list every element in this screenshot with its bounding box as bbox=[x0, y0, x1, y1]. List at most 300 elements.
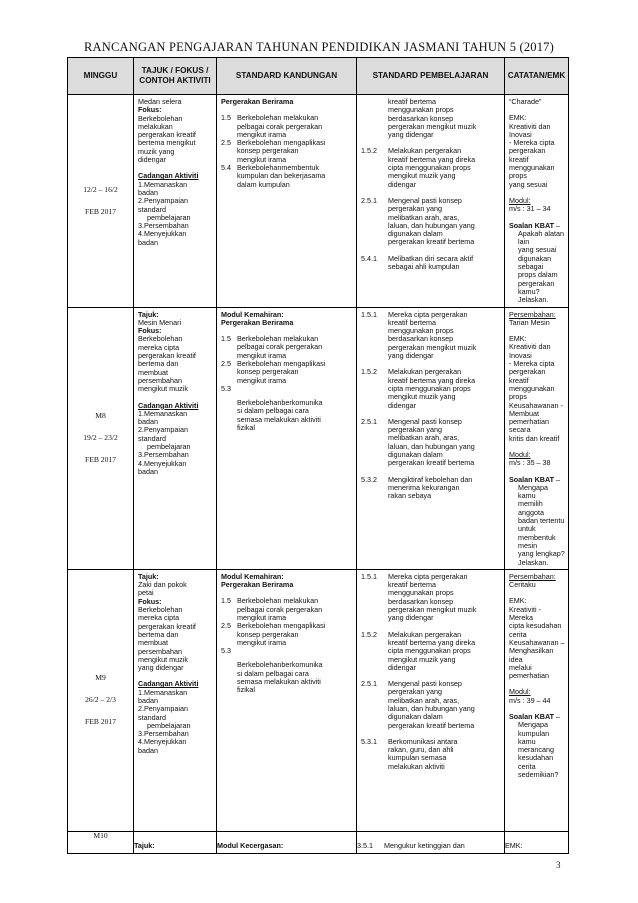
cadangan-label: Cadangan Aktiviti bbox=[138, 400, 199, 410]
persembahan-label: Persembahan: bbox=[509, 309, 556, 319]
emk-line: Kreativiti dan Inovasi bbox=[509, 121, 551, 139]
sp-text-line: rakan, guru, dan ahli bbox=[388, 745, 454, 755]
emk-line: pergerakan kreatif bbox=[509, 367, 546, 385]
modul-label: Modul: bbox=[509, 687, 531, 697]
fokus-line: membuat bbox=[138, 638, 168, 648]
sp-text bbox=[388, 476, 501, 501]
catatan-line: “Charade” bbox=[509, 97, 542, 106]
sk-text bbox=[237, 661, 353, 694]
fokus-label: Fokus: bbox=[138, 596, 162, 606]
header-catatan: CATATAN/EMK bbox=[505, 58, 569, 95]
fokus-line: persembahan bbox=[138, 375, 182, 385]
sp-text-line: melibatkan arah, aras, bbox=[388, 433, 460, 443]
fokus-line: mereka cipta bbox=[138, 613, 180, 623]
kbat-line: Mengapa kumpulan bbox=[518, 720, 550, 738]
sk-text-line: mengikut irama bbox=[237, 613, 287, 623]
fokus-line: melakukan bbox=[138, 121, 173, 131]
modul-label: Modul: bbox=[509, 449, 531, 459]
sk-text-line: kumpulan dan bekerjasama bbox=[237, 171, 326, 181]
sk-text bbox=[237, 139, 353, 164]
catatan-content bbox=[505, 95, 568, 307]
sp-item bbox=[361, 738, 501, 771]
modul-value: m/s : 35 – 38 bbox=[509, 458, 551, 468]
table-header-row bbox=[68, 58, 569, 95]
week-line: FEB 2017 bbox=[84, 717, 116, 727]
sp-number bbox=[361, 98, 388, 139]
sp-text-line: cipta menggunakan props bbox=[388, 383, 471, 393]
catatan-content bbox=[505, 570, 568, 782]
tajuk-label: Tajuk: bbox=[134, 840, 155, 850]
sp-text-line: menerima kekurangan bbox=[388, 482, 460, 492]
emk-line: Kreativiti - Mereka bbox=[509, 604, 541, 623]
week-cell bbox=[68, 569, 134, 831]
sp-text-line: kreatif bertema bbox=[388, 97, 436, 106]
sk-text-line: mengikut irama bbox=[237, 350, 287, 360]
sk-number: 2.5 bbox=[221, 138, 231, 148]
kbat-line: Jelaskan. bbox=[518, 557, 549, 567]
cadangan-label: Cadangan Aktiviti bbox=[138, 679, 199, 689]
fokus-line: pergerakan kreatif bbox=[138, 621, 196, 631]
sk-heading: Modul Kemahiran: bbox=[221, 571, 284, 581]
sp-text-line: melibatkan arah, aras, bbox=[388, 212, 460, 222]
sk-text-line: dalam kumpulan bbox=[237, 179, 290, 189]
fokus-line: pergerakan kreatif bbox=[138, 351, 196, 361]
tajuk-content bbox=[134, 308, 216, 479]
cadangan-line: pembelajaran bbox=[147, 212, 191, 222]
sp-text bbox=[388, 197, 501, 247]
sp-content bbox=[357, 95, 504, 273]
modul-value: m/s : 31 – 34 bbox=[509, 204, 551, 214]
tajuk-content bbox=[134, 570, 216, 757]
tajuk-cell bbox=[134, 569, 217, 831]
sp-text-line: berdasarkan konsep bbox=[388, 596, 454, 606]
cadangan-line: 1.Memanaskan bbox=[138, 408, 188, 418]
sk-item bbox=[221, 385, 353, 399]
header-minggu: MINGGU bbox=[68, 58, 134, 95]
sk-text bbox=[237, 164, 353, 189]
sp-text-line: Mengiktiraf kebolehan dan bbox=[388, 474, 473, 484]
spacer bbox=[68, 443, 133, 455]
cadangan-line: badan bbox=[138, 187, 158, 197]
cadangan-label: Cadangan Aktiviti bbox=[138, 171, 199, 181]
sk-text bbox=[237, 335, 353, 360]
sk-text-line: Berkebolehan melakukan bbox=[237, 334, 319, 344]
kbat-line: Mengapa kamu bbox=[518, 482, 548, 501]
tajuk-cell bbox=[134, 95, 217, 308]
cadangan-line: badan bbox=[138, 466, 158, 476]
sk-number: 2.5 bbox=[221, 359, 231, 369]
spacer bbox=[68, 195, 133, 207]
sp-text-line: Melibatkan diri secara aktif bbox=[388, 253, 474, 263]
sk-item bbox=[221, 647, 353, 661]
sk-text-line: mengikut irama bbox=[237, 375, 287, 385]
modul-value: m/s : 39 – 44 bbox=[509, 695, 551, 705]
sk-heading: Modul Kemahiran: bbox=[221, 309, 284, 319]
sk-text-line: mengikut irama bbox=[237, 637, 287, 647]
cadangan-line: 2.Penyampaian bbox=[138, 425, 188, 435]
sk-text bbox=[237, 647, 353, 661]
sk-text bbox=[237, 597, 353, 622]
tajuk-label: Tajuk: bbox=[138, 309, 159, 319]
kbat-line: props dalam bbox=[518, 270, 558, 280]
sp-text-line: yang didengar bbox=[388, 351, 434, 361]
fokus-line: mengikut muzik bbox=[138, 384, 188, 394]
cadangan-line: 4.Menyejukkan bbox=[138, 229, 187, 239]
sk-number: 2.5 bbox=[221, 621, 231, 631]
sk-text-line: Berkebolehan mengaplikasi bbox=[237, 138, 326, 148]
kbat-dash: – bbox=[554, 220, 560, 230]
kbat-line: Apakah alatan lain bbox=[518, 228, 564, 247]
sp-text-line: Mengenal pasti konsep bbox=[388, 679, 462, 689]
sp-text-line: Mereka cipta pergerakan bbox=[388, 309, 468, 319]
emk-label: EMK: bbox=[509, 334, 527, 344]
document-title: RANCANGAN PENGAJARAN TAHUNAN PENDIDIKAN JASMANI TAHUN 5 (2017) bbox=[83, 40, 554, 54]
kbat-dash: – bbox=[554, 474, 560, 484]
week-line: M8 bbox=[95, 411, 106, 421]
week-line: M10 bbox=[93, 830, 108, 840]
kbat-line: yang sesuai bbox=[518, 245, 557, 255]
sp-text-line: mengikut muzik yang bbox=[388, 171, 456, 181]
kbat-line: digunakan sebagai bbox=[518, 253, 552, 272]
standard-kandungan-cell bbox=[217, 831, 357, 853]
emk-line: Membuat bbox=[509, 408, 539, 418]
sp-text-line: kreatif bertema bbox=[388, 317, 436, 327]
sp-text-line: Melakukan pergerakan bbox=[388, 146, 462, 156]
persembahan-value: Ceritaku bbox=[509, 580, 536, 590]
tajuk-line: Medan selera bbox=[138, 97, 182, 106]
sp-text bbox=[388, 418, 501, 468]
sp-text-line: menggunakan props bbox=[388, 105, 454, 115]
header-standard-pembelajaran: STANDARD PEMBELAJARAN bbox=[357, 58, 505, 95]
sk-text-line: pelbagai corak pergerakan bbox=[237, 121, 323, 131]
kbat-line: memilih anggota bbox=[518, 499, 544, 517]
kbat-line: kamu merancang bbox=[518, 736, 554, 755]
sp-item bbox=[361, 573, 501, 623]
table-row bbox=[68, 569, 569, 831]
week-line: 12/2 – 16/2 bbox=[83, 184, 118, 194]
spacer bbox=[68, 683, 133, 695]
sk-item bbox=[221, 164, 353, 189]
fokus-line: yang didengar bbox=[138, 663, 184, 673]
sp-text-line: pergerakan kreatif bertema bbox=[388, 458, 475, 468]
sp-text-line: digunakan dalam bbox=[388, 229, 443, 239]
sp-text-line: pergerakan kreatif bertema bbox=[388, 237, 475, 247]
sk-text-line: Berkebolehanberkomunika bbox=[237, 397, 323, 407]
sp-item bbox=[361, 311, 501, 361]
sp-text-line: kreatif bertema yang direka bbox=[388, 154, 476, 164]
sk-item bbox=[221, 597, 353, 622]
cadangan-line: standard bbox=[138, 712, 166, 722]
kbat-line: sedemikian? bbox=[518, 770, 559, 780]
kbat-line: yang lengkap? bbox=[518, 549, 565, 559]
kbat-label: Soalan KBAT bbox=[509, 474, 554, 484]
standard-pembelajaran-cell bbox=[357, 95, 505, 308]
sp-number: 1.5.1 bbox=[361, 571, 377, 581]
sp-text-line: digunakan dalam bbox=[388, 712, 443, 722]
sp-text-line: kumpulan semasa bbox=[388, 753, 447, 763]
week-line: 19/2 – 23/2 bbox=[83, 433, 118, 443]
sp-text-line: pergerakan yang bbox=[388, 425, 442, 435]
emk-line: pergerakan kreatif bbox=[509, 146, 546, 164]
sk-heading: Modul Kecergasan: bbox=[217, 840, 284, 850]
sp-number: 3.5.1 bbox=[357, 840, 373, 850]
header-tajuk: TAJUK / FOKUS / CONTOH AKTIVITI bbox=[134, 58, 217, 95]
tajuk-line: Mesin Menari bbox=[138, 317, 182, 327]
sk-item bbox=[221, 661, 353, 694]
sk-number: 1.5 bbox=[221, 113, 231, 123]
kbat-label: Soalan KBAT bbox=[509, 220, 554, 230]
sp-text-line: pergerakan mengikut muzik bbox=[388, 342, 477, 352]
sk-text-line: konsep pergerakan bbox=[237, 367, 299, 377]
sp-text-line: cipta menggunakan props bbox=[388, 646, 471, 656]
kbat-line: Jelaskan. bbox=[518, 295, 549, 305]
fokus-label: Fokus: bbox=[138, 326, 162, 336]
tajuk-line: Zaki dan pokok bbox=[138, 580, 187, 590]
table-row bbox=[68, 95, 569, 308]
modul-label: Modul: bbox=[509, 195, 531, 205]
sp-item bbox=[361, 418, 501, 468]
fokus-line: Berkebolehan bbox=[138, 113, 183, 123]
sp-text-line: sebagai ahli kumpulan bbox=[388, 262, 460, 272]
sp-text-line: digunakan dalam bbox=[388, 449, 443, 459]
page-number: 3 bbox=[556, 860, 561, 870]
sp-item bbox=[361, 255, 501, 272]
sp-number: 1.5.2 bbox=[361, 146, 377, 156]
kbat-label: Soalan KBAT bbox=[509, 712, 554, 721]
sp-item bbox=[361, 631, 501, 672]
sp-text-line: melakukan aktiviti bbox=[388, 761, 445, 771]
sk-number bbox=[221, 399, 237, 432]
sp-text-line: melibatkan arah, aras, bbox=[388, 695, 460, 705]
sp-text-line: menggunakan props bbox=[388, 326, 454, 336]
sk-text-line: semasa melakukan aktiviti bbox=[237, 414, 321, 424]
standard-pembelajaran-cell bbox=[357, 569, 505, 831]
fokus-line: pergerakan kreatif bbox=[138, 130, 196, 140]
sp-text-line: laluan, dan hubungan yang bbox=[388, 704, 475, 713]
cadangan-line: standard bbox=[138, 204, 166, 214]
week-cell bbox=[68, 831, 134, 853]
tajuk-label: Tajuk: bbox=[138, 571, 159, 581]
fokus-line: mereka cipta bbox=[138, 342, 180, 352]
sp-text-line: cipta menggunakan props bbox=[388, 163, 471, 173]
kbat-dash: – bbox=[554, 712, 560, 721]
sk-item bbox=[221, 360, 353, 385]
emk-line: Keusahawanan – bbox=[509, 637, 565, 647]
persembahan-label: Persembahan: bbox=[509, 571, 556, 581]
sp-text bbox=[388, 98, 501, 139]
catatan-cell bbox=[505, 831, 569, 853]
emk-line: menggunakan props bbox=[509, 383, 555, 402]
sp-text bbox=[388, 255, 501, 272]
sk-text-line: Berkebolehan melakukan bbox=[237, 596, 319, 606]
sp-text-line: kreatif bertema yang direka bbox=[388, 637, 476, 647]
fokus-line: muzik yang bbox=[138, 146, 175, 156]
emk-line: cerita bbox=[509, 629, 527, 639]
sp-text-line: Melakukan pergerakan bbox=[388, 629, 462, 639]
header-standard-kandungan: STANDARD KANDUNGAN bbox=[217, 58, 357, 95]
sp-item bbox=[361, 197, 501, 247]
sp-text-line: pergerakan yang bbox=[388, 687, 442, 697]
sp-text-line: Mengenal pasti konsep bbox=[388, 416, 462, 426]
sp-text-line: yang didengar bbox=[388, 130, 434, 140]
sp-item bbox=[361, 680, 501, 730]
week-line: FEB 2017 bbox=[84, 455, 116, 465]
sp-text bbox=[388, 311, 501, 361]
emk-line: melalui pemerhatian bbox=[509, 662, 549, 681]
sp-text-line: Melakukan pergerakan bbox=[388, 367, 462, 377]
sk-text bbox=[237, 360, 353, 385]
sp-number: 1.5.2 bbox=[361, 629, 377, 639]
sk-content bbox=[217, 95, 356, 191]
emk-line: - Mereka cipta bbox=[509, 359, 555, 369]
week-line: 26/2 – 2/3 bbox=[85, 695, 116, 705]
sp-text-line: didengar bbox=[388, 179, 416, 189]
emk-line: - Mereka cipta bbox=[509, 138, 555, 148]
sp-number: 1.5.1 bbox=[361, 309, 377, 319]
cadangan-line: 2.Penyampaian bbox=[138, 704, 188, 714]
fokus-label: Fokus: bbox=[138, 105, 162, 115]
sk-text-line: Berkebolehanberkomunika bbox=[237, 660, 323, 670]
sp-text-line: didengar bbox=[388, 662, 416, 672]
lesson-plan-table bbox=[67, 57, 569, 854]
tajuk-line: petai bbox=[138, 588, 154, 598]
sp-text bbox=[388, 368, 501, 409]
catatan-cell bbox=[505, 569, 569, 831]
sk-text-line: konsep pergerakan bbox=[237, 146, 299, 156]
sk-text-line: Berkebolehan mengaplikasi bbox=[237, 359, 326, 369]
cadangan-line: 2.Penyampaian bbox=[138, 196, 188, 206]
sp-text-line: berdasarkan konsep bbox=[388, 334, 454, 344]
sk-text-line: mengikut irama bbox=[237, 129, 287, 139]
cadangan-line: 1.Memanaskan bbox=[138, 179, 188, 189]
sk-text-line: si dalam pelbagai cara bbox=[237, 406, 309, 416]
sp-text-line: berdasarkan konsep bbox=[388, 113, 454, 123]
sk-number: 5.4 bbox=[221, 163, 231, 173]
sk-number: 1.5 bbox=[221, 334, 231, 344]
sp-item bbox=[361, 147, 501, 188]
sp-text-line: laluan, dan hubungan yang bbox=[388, 220, 475, 230]
sp-text bbox=[388, 573, 501, 623]
sp-text bbox=[388, 631, 501, 672]
kbat-line: pergerakan kamu? bbox=[518, 278, 555, 296]
standard-kandungan-cell bbox=[217, 307, 357, 569]
sp-text-line: Mereka cipta pergerakan bbox=[388, 571, 468, 581]
sp-item bbox=[357, 842, 504, 850]
cadangan-line: 3.Persembahan bbox=[138, 729, 189, 739]
kbat-line: kesudahan cerita bbox=[518, 753, 554, 771]
tajuk-cell bbox=[134, 831, 217, 853]
catatan-content bbox=[505, 308, 568, 569]
cadangan-line: 1.Memanaskan bbox=[138, 687, 188, 697]
sp-text bbox=[388, 738, 501, 771]
sk-text-line: fizikal bbox=[237, 685, 255, 695]
spacer bbox=[68, 705, 133, 717]
sk-text-line: konsep pergerakan bbox=[237, 629, 299, 639]
cadangan-line: standard bbox=[138, 433, 166, 443]
sk-item bbox=[221, 399, 353, 432]
sp-text-line: Berkomunikasi antara bbox=[388, 736, 458, 746]
sp-content bbox=[357, 308, 504, 503]
sp-number: 2.5.1 bbox=[361, 195, 377, 205]
week-line: M9 bbox=[95, 673, 106, 683]
emk-line: kritis dan kreatif bbox=[509, 433, 560, 443]
spacer bbox=[68, 421, 133, 433]
sk-text-line: Berkebolehan melakukan bbox=[237, 113, 319, 123]
sp-number: 1.5.2 bbox=[361, 367, 377, 377]
fokus-line: Berkebolehan bbox=[138, 334, 183, 344]
sk-heading: Pergerakan Berirama bbox=[221, 580, 294, 590]
emk-line: pemerhatian secara bbox=[509, 417, 549, 435]
week-line: FEB 2017 bbox=[84, 206, 116, 216]
sk-text bbox=[237, 399, 353, 432]
sp-text-line: Mengenal pasti konsep bbox=[388, 195, 462, 205]
sk-text-line: mengikut irama bbox=[237, 154, 287, 164]
fokus-line: Berkebolehan bbox=[138, 605, 183, 615]
sp-text-line: pergerakan yang bbox=[388, 204, 442, 214]
kbat-line: membentuk mesin bbox=[518, 532, 556, 550]
sk-text-line: Berkebolehanmembentuk bbox=[237, 163, 319, 173]
sk-heading: Pergerakan Berirama bbox=[221, 97, 294, 106]
fokus-line: bertema mengikut bbox=[138, 138, 196, 148]
fokus-line: mengikut muzik bbox=[138, 654, 188, 664]
cadangan-line: badan bbox=[138, 237, 158, 247]
sp-number: 5.4.1 bbox=[361, 253, 377, 263]
sk-number: 1.5 bbox=[221, 596, 231, 606]
cadangan-line: badan bbox=[138, 696, 158, 705]
kbat-line: badan tertentu untuk bbox=[518, 516, 565, 534]
sp-text-line: menggunakan props bbox=[388, 588, 454, 598]
sk-content bbox=[217, 570, 356, 697]
fokus-line: membuat bbox=[138, 367, 168, 377]
sk-item bbox=[221, 335, 353, 360]
fokus-line: bertema dan bbox=[138, 629, 179, 639]
fokus-line: persembahan bbox=[138, 646, 182, 656]
sp-text: Mengukur ketinggian dan bbox=[384, 840, 465, 850]
sk-item bbox=[221, 114, 353, 139]
fokus-line: didengar bbox=[138, 155, 166, 165]
sk-text-line: semasa melakukan aktiviti bbox=[237, 676, 321, 686]
sk-text bbox=[237, 385, 353, 399]
sp-text-line: pergerakan kreatif bertema bbox=[388, 720, 475, 730]
standard-kandungan-cell bbox=[217, 95, 357, 308]
sp-item bbox=[361, 368, 501, 409]
cadangan-line: 4.Menyejukkan bbox=[138, 737, 187, 747]
sp-text-line: mengikut muzik yang bbox=[388, 392, 456, 402]
sp-text-line: rakan sebaya bbox=[388, 491, 432, 501]
emk-label: EMK: bbox=[509, 596, 527, 606]
sk-text bbox=[237, 622, 353, 647]
sp-content bbox=[357, 570, 504, 773]
cadangan-line: badan bbox=[138, 417, 158, 427]
sk-text-line: Berkebolehan mengaplikasi bbox=[237, 621, 326, 631]
week-cell bbox=[68, 95, 134, 308]
sk-item bbox=[221, 622, 353, 647]
tajuk-content bbox=[134, 95, 216, 249]
week-cell bbox=[68, 307, 134, 569]
standard-pembelajaran-cell bbox=[357, 307, 505, 569]
sp-text bbox=[388, 147, 501, 188]
sk-heading: Pergerakan Berirama bbox=[221, 317, 294, 327]
sp-text-line: kreatif bertema yang direka bbox=[388, 375, 476, 385]
cadangan-line: pembelajaran bbox=[147, 441, 191, 451]
sk-number: 5.3 bbox=[221, 383, 231, 393]
sk-text-line: pelbagai corak pergerakan bbox=[237, 604, 323, 614]
sp-text-line: pergerakan mengikut muzik bbox=[388, 121, 477, 131]
sp-text-line: mengikut muzik yang bbox=[388, 654, 456, 664]
sp-number: 5.3.1 bbox=[361, 736, 377, 746]
table-row bbox=[68, 831, 569, 853]
cadangan-line: pembelajaran bbox=[147, 720, 191, 730]
